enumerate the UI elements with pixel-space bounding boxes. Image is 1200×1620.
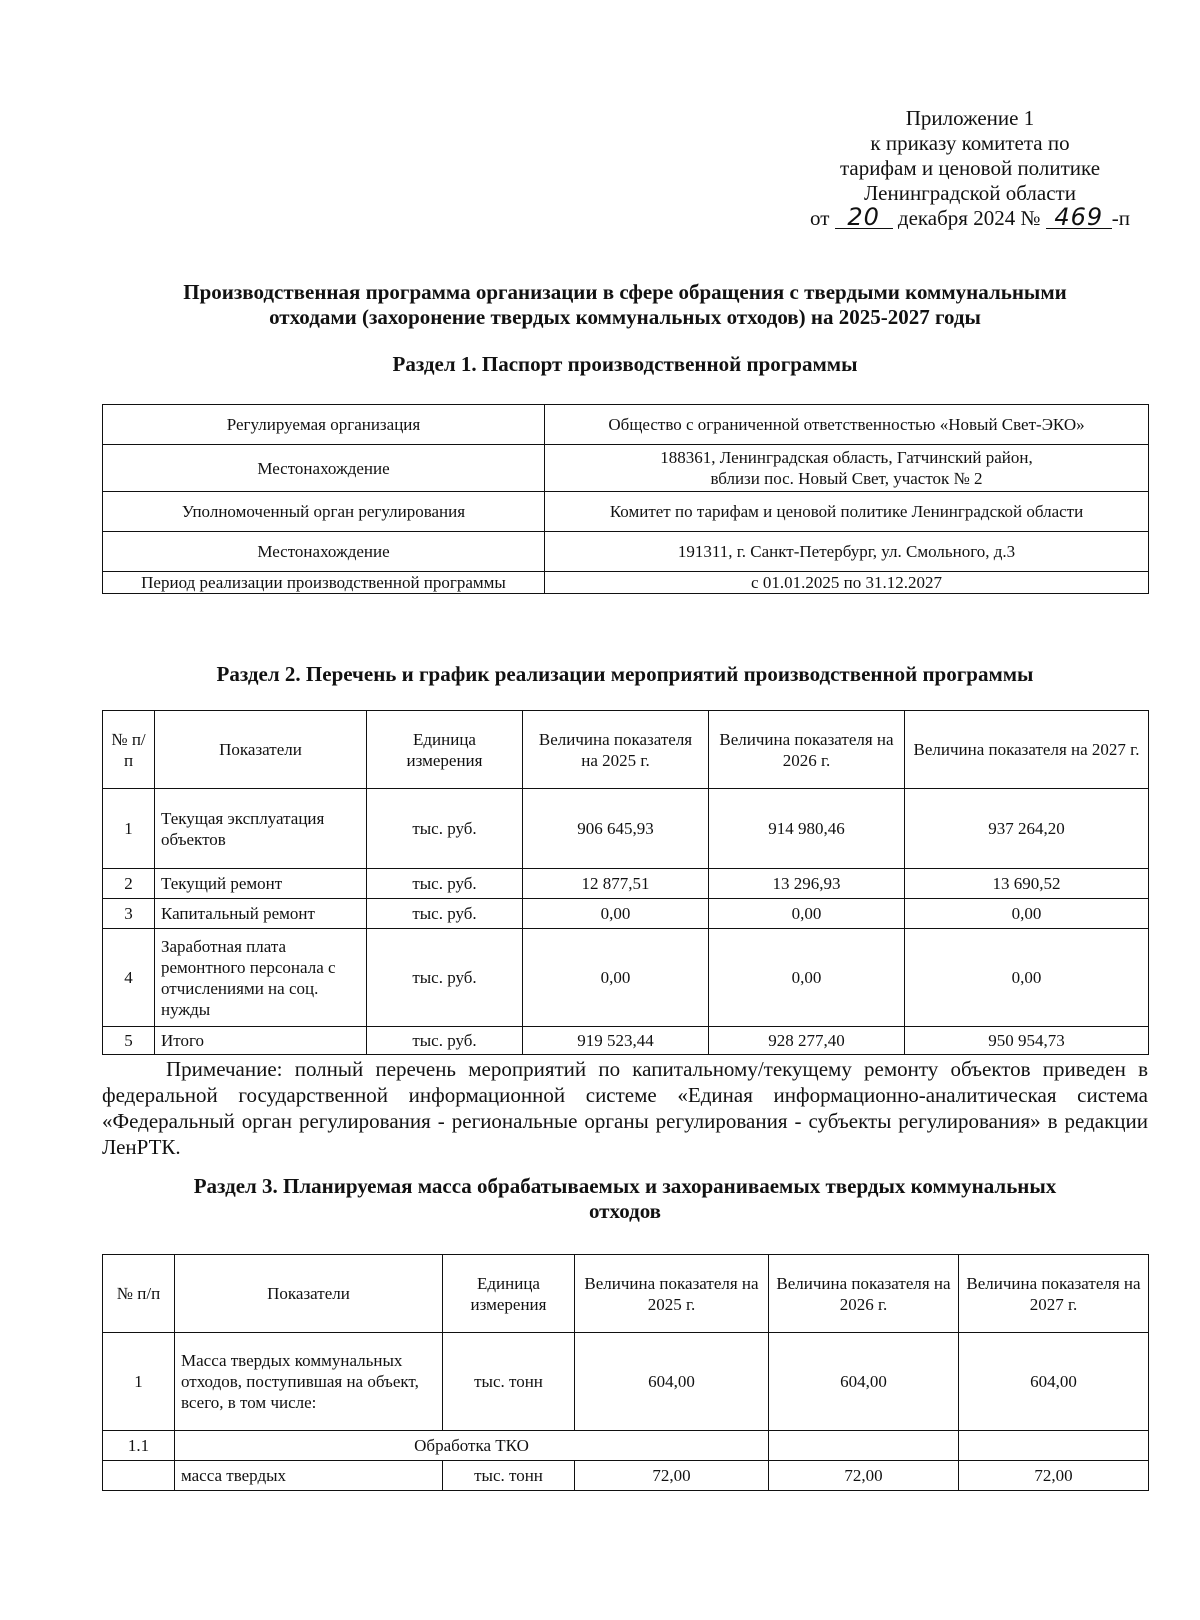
cell-unit: тыс. руб. [367,929,523,1027]
cell-num [103,1461,175,1491]
appendix-line-3: тарифам и ценовой политике [839,156,1101,180]
cell-2027: 72,00 [959,1461,1149,1491]
section3-title-line-1: Раздел 3. Планируемая масса обрабатываемых и захораниваемых твердых коммунальных [193,1174,1057,1198]
passport-value: Общество с ограниченной ответственностью «Новый Свет-ЭКО» [545,405,1149,445]
passport-value [545,445,1149,492]
appendix-line-2: к приказу комитета по [870,131,1070,155]
table-row [103,492,1149,532]
header-num: № п/п [103,711,155,789]
order-date-line [770,203,1170,231]
cell-2027: 0,00 [905,899,1149,929]
cell-2027: 604,00 [959,1333,1149,1431]
cell-indicator: Итого [155,1027,367,1055]
table-row [103,572,1149,594]
header-2027: Величина показателя на 2027 г. [959,1255,1149,1333]
table-row [103,1431,1149,1461]
cell-2025: 604,00 [575,1333,769,1431]
passport-label: Местонахождение [103,532,545,572]
cell-2027: 0,00 [905,929,1149,1027]
cell-indicator: Масса твердых коммунальных отходов, поступившая на объект, всего, в том числе: [175,1333,443,1431]
cell-subsection-label: Обработка ТКО [175,1431,769,1461]
cell-2026: 604,00 [769,1333,959,1431]
table-row [103,445,1149,492]
date-prefix: от [810,206,830,230]
cell-2025: 12 877,51 [523,869,709,899]
header-indicator: Показатели [155,711,367,789]
header-2025: Величина показателя на 2025 г. [575,1255,769,1333]
cell-unit: тыс. руб. [367,899,523,929]
section3-title-line-2: отходов [588,1199,662,1223]
cell-2027: 13 690,52 [905,869,1149,899]
header-2026: Величина показателя на 2026 г. [709,711,905,789]
cell-unit: тыс. руб. [367,1027,523,1055]
section2-note: Примечание: полный перечень мероприятий по капитальному/текущему ремонту объектов приведен в федеральной государственной информационной системе «Единая информационно-аналитическая система «Федеральный орган регулирования - региональные органы регулирования - субъекты регулирования» в редакции ЛенРТК. [102,1057,1148,1159]
main-title-line-1: Производственная программа организации в сфере обращения с твердыми коммунальными [183,280,1067,304]
header-num: № п/п [103,1255,175,1333]
cell-2025: 0,00 [523,899,709,929]
passport-table [102,404,1149,594]
appendix-line-1: Приложение 1 [905,106,1035,130]
table-row [103,929,1149,1027]
main-title-line-2: отходами (захоронение твердых коммунальных отходов) на 2025-2027 годы [269,305,981,329]
cell-num: 2 [103,869,155,899]
cell-2026: 914 980,46 [709,789,905,869]
cell-2026: 72,00 [769,1461,959,1491]
appendix-header [770,106,1170,231]
cell-2026: 0,00 [709,899,905,929]
header-unit: Единица измерения [443,1255,575,1333]
table-row [103,869,1149,899]
header-2027: Величина показателя на 2027 г. [905,711,1149,789]
cell-2025: 906 645,93 [523,789,709,869]
appendix-line-4: Ленинградской области [864,181,1076,205]
cell-unit: тыс. тонн [443,1461,575,1491]
cell-indicator: Текущий ремонт [155,869,367,899]
cell-2026: 0,00 [709,929,905,1027]
cell-num: 1 [103,789,155,869]
passport-value-line-2: вблизи пос. Новый Свет, участок № 2 [710,469,983,488]
passport-label: Регулируемая организация [103,405,545,445]
waste-mass-table [102,1254,1149,1491]
table-row [103,532,1149,572]
cell-indicator: масса твердых [175,1461,443,1491]
table-row [103,899,1149,929]
cell-num: 1.1 [103,1431,175,1461]
passport-value-line-1: 188361, Ленинградская область, Гатчинский район, [660,448,1033,467]
cell-2026: 13 296,93 [709,869,905,899]
cell-2025: 0,00 [523,929,709,1027]
cell-2027: 950 954,73 [905,1027,1149,1055]
passport-label: Период реализации производственной программы [103,572,545,594]
header-indicator: Показатели [175,1255,443,1333]
cell-2026: 928 277,40 [709,1027,905,1055]
cell-indicator: Текущая эксплуатация объектов [155,789,367,869]
passport-value: с 01.01.2025 по 31.12.2027 [545,572,1149,594]
passport-label: Местонахождение [103,445,545,492]
table-row [103,789,1149,869]
cell-unit: тыс. руб. [367,789,523,869]
cell-num: 4 [103,929,155,1027]
passport-value: 191311, г. Санкт-Петербург, ул. Смольного, д.3 [545,532,1149,572]
section3-title [100,1174,1150,1224]
cell-empty [959,1431,1149,1461]
table-row [103,1333,1149,1431]
header-2026: Величина показателя на 2026 г. [769,1255,959,1333]
passport-label: Уполномоченный орган регулирования [103,492,545,532]
handwritten-order-number: 469 [1046,206,1112,229]
header-unit: Единица измерения [367,711,523,789]
cell-2025: 72,00 [575,1461,769,1491]
cell-2027: 937 264,20 [905,789,1149,869]
date-suffix: -п [1111,206,1130,230]
cell-indicator: Заработная плата ремонтного персонала с отчислениями на соц. нужды [155,929,367,1027]
table-row [103,1027,1149,1055]
cell-unit: тыс. руб. [367,869,523,899]
cell-num: 3 [103,899,155,929]
header-2025: Величина показателя на 2025 г. [523,711,709,789]
cell-num: 1 [103,1333,175,1431]
handwritten-day: 20 [835,206,893,229]
passport-value: Комитет по тарифам и ценовой политике Ленинградской области [545,492,1149,532]
cell-num: 5 [103,1027,155,1055]
table-header-row [103,1255,1149,1333]
cell-empty [769,1431,959,1461]
table-header-row [103,711,1149,789]
measures-table [102,710,1149,1055]
table-row [103,1461,1149,1491]
cell-unit: тыс. тонн [443,1333,575,1431]
main-title [100,280,1150,330]
cell-indicator: Капитальный ремонт [155,899,367,929]
section1-title: Раздел 1. Паспорт производственной программы [392,352,858,376]
table-row [103,405,1149,445]
date-middle: декабря 2024 № [897,206,1041,230]
cell-2025: 919 523,44 [523,1027,709,1055]
section2-title: Раздел 2. Перечень и график реализации мероприятий производственной программы [216,662,1034,686]
